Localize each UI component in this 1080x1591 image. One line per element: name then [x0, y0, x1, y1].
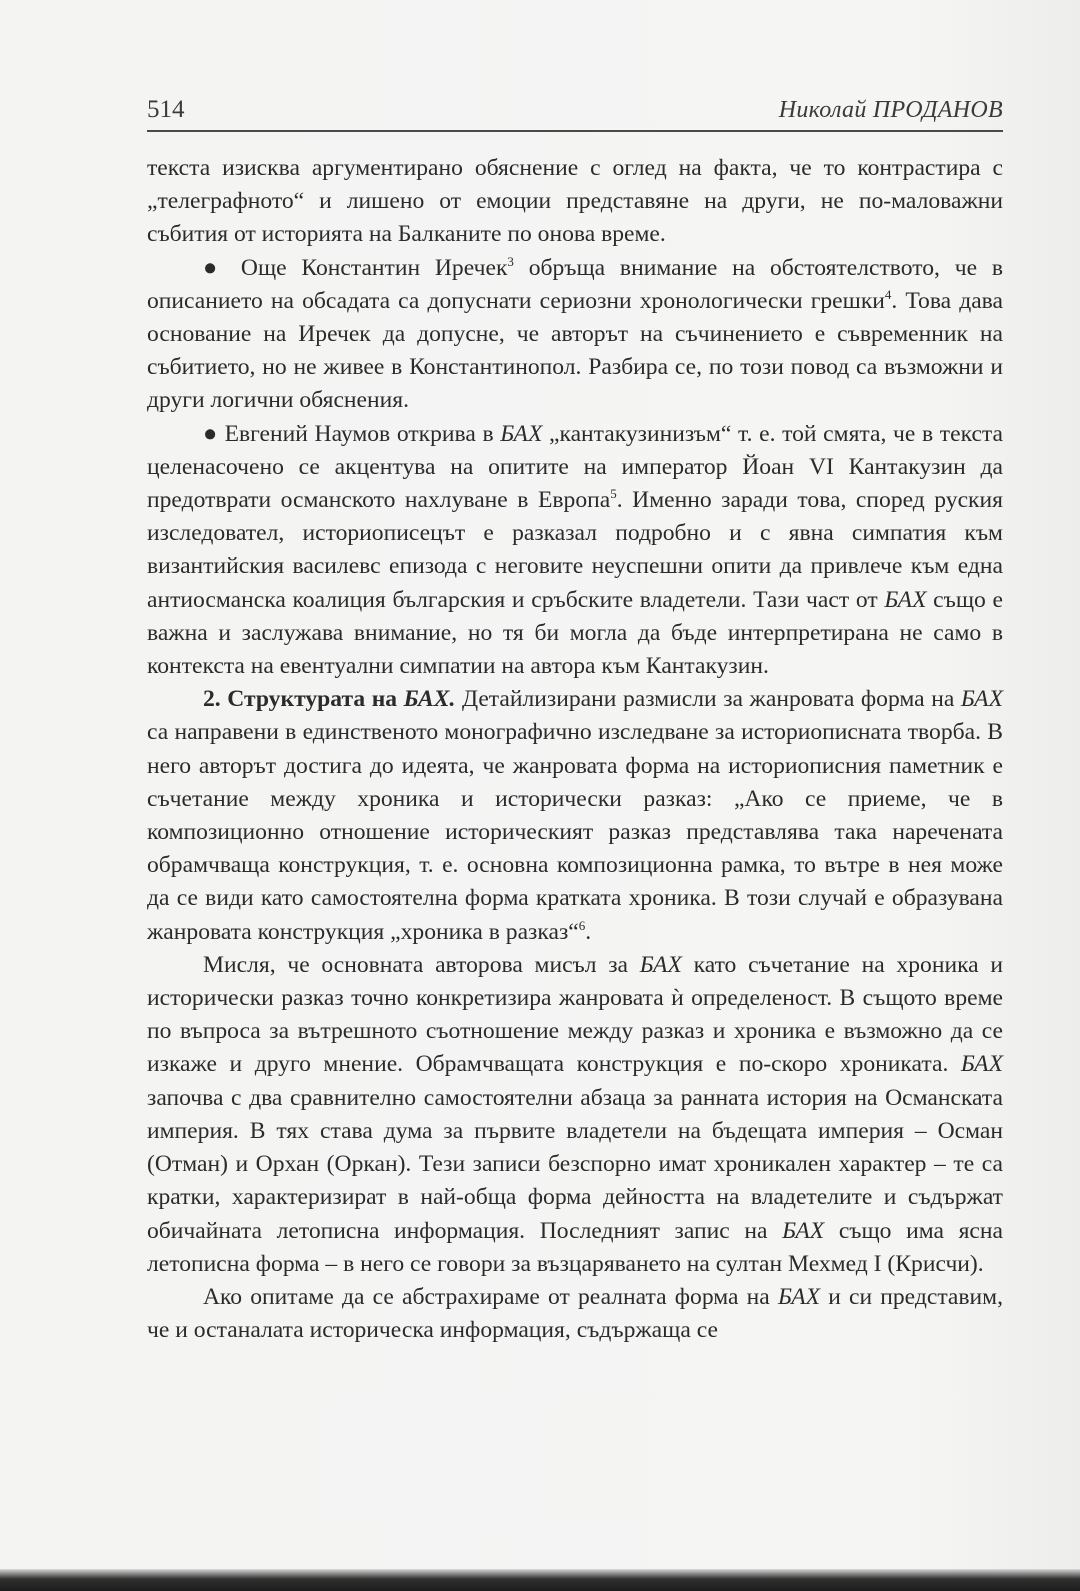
- footnote-ref: 3: [507, 253, 514, 269]
- section-heading: 2. Структурата на: [203, 686, 404, 713]
- footnote-ref: 5: [610, 486, 617, 502]
- paragraph-abstraction: Ако опитаме да се абстрахираме от реалната форма на БАХ и си представим, че и останалата историческа информация, съдържаща се: [147, 1283, 1003, 1344]
- paragraph-naumov: ● Евгений Наумов открива в БАХ „кантакузинизъм“ т. е. той смята, че в текста целенасочено се акцентува на опитите на император Йоан VI Кантакузин да предотврати османското нахлуване в Европа$^5$. Именно заради това, според руския изследовател, историописецът е разказал подробно и с явна симпатия към византийския василевс епизода с неговите неуспешни опити да привлече към една антиосманска коалиция българския и сръбските владетели. Тази част от БАХ също е важна и заслужава внимание, но тя би могла да бъде интерпретирана не само в контекста на евентуални симпатии на автора към Кантакузин.: [147, 420, 1003, 680]
- footnote-ref: 6: [578, 917, 586, 933]
- paragraph-structure: 2. Структурата на БАХ. Детайлизирани размисли за жанровата форма на БАХ са направени в единственото монографично изследване за историописната творба. В него авторът достига до идеята, че жанровата форма на историописния паметник е съчетание между хроника и исторически разказ: „Ако се приеме, че в композиционно отношение историческият разказ представлява така наречената обрамчваща конструкция, т. е. основна композиционна рамка, то вътре в нея може да се види като самостоятелна форма кратката хроника. В този случай е образувана жанровата конструкция „хроника в разказ“$^6$.: [147, 686, 1003, 945]
- scan-bottom-edge: [0, 1569, 1080, 1591]
- running-head-author: Николай ПРОДАНОВ: [778, 97, 1003, 123]
- body-text: [147, 152, 1003, 1347]
- paragraph-jirecek: ● Още Константин Иречек$^3$ обръща внимание на обстоятелството, че в описанието на обсадата са допуснати сериозни хронологически грешки$^4$. Това дава основание на Иречек да допусне, че авторът на съчинението е съвременник на събитието, но не живее в Константинопол. Разбира се, по този повод са възможни и други логични обяснения.: [147, 253, 1003, 414]
- paragraph-opinion: Мисля, че основната авторова мисъл за БАХ като съчетание на хроника и исторически разказ точно конкретизира жанровата ѝ определеност. В същото време по въпроса за вътрешното съотношение между разказ и хроника е възможно да се изкаже и друго мнение. Обрамчващата конструкция е по-скоро хрониката. БАХ започва с два сравнително самостоятелни абзаца за ранната история на Османската империя. В тях става дума за първите владетели на бъдещата империя – Осман (Отман) и Орхан (Оркан). Тези записи безспорно имат хроникален характер – те са кратки, характеризират в най-обща форма дейността на владетелите и съдържат обичайната летописна информация. Последният запис на БАХ също има ясна летописна форма – в него се говори за възцаряването на султан Мехмед I (Крисчи).: [147, 951, 1003, 1277]
- paragraph-continuation: текста изисква аргументирано обяснение с оглед на факта, че то контрастира с „телеграфното“ и лишено от емоции представяне на други, не по-маловажни събития от историята на Балканите по онова време.: [147, 155, 1003, 248]
- running-header: [147, 90, 1003, 132]
- footnote-ref: 4: [884, 286, 892, 302]
- page-number: 514: [147, 96, 185, 123]
